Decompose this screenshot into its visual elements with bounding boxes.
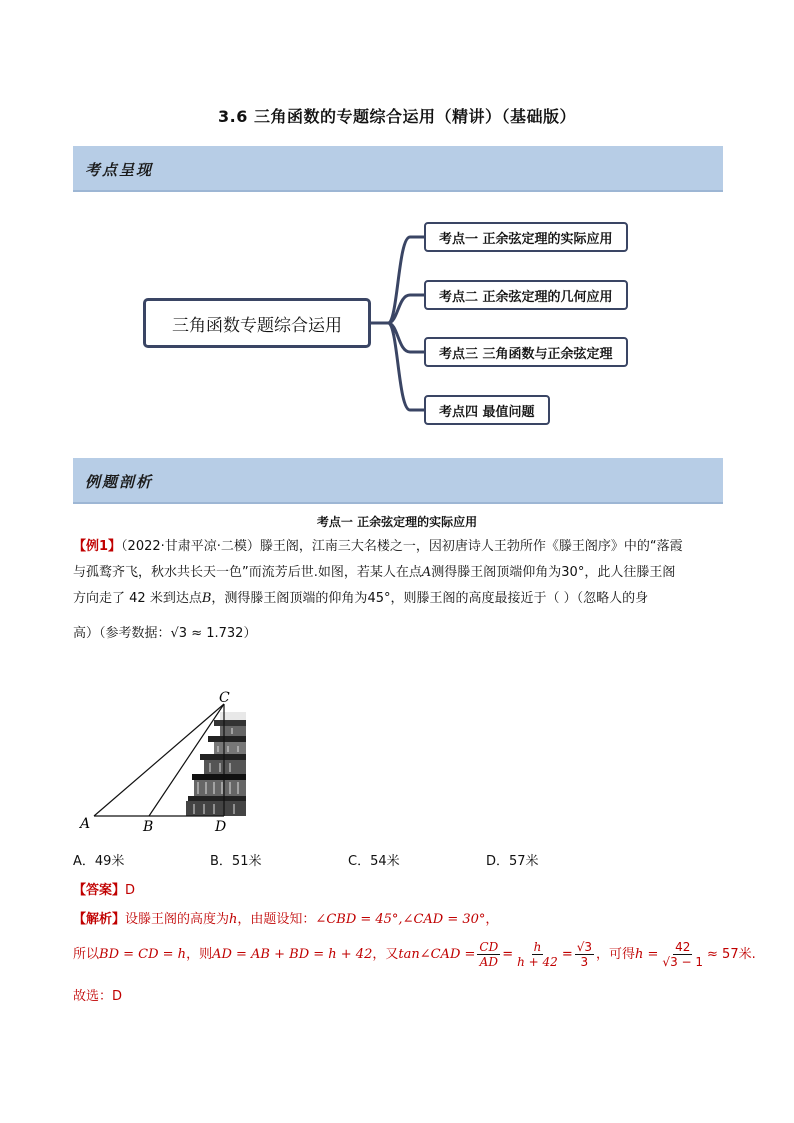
mindmap-connectors bbox=[0, 0, 794, 450]
section-title: 考点呈现 bbox=[85, 161, 154, 179]
mindmap-node-4: 考点四 最值问题 bbox=[424, 395, 550, 425]
mindmap-node-2: 考点二 正余弦定理的几何应用 bbox=[424, 280, 628, 310]
example-text bbox=[73, 536, 725, 644]
label-D: D bbox=[215, 819, 227, 835]
example-line-1: 【例1】（2022·甘肃平凉·二模）滕王阁，江南三大名楼之一，因初唐诗人王勃所作《滕王阁序》中的“落霞 bbox=[73, 539, 683, 554]
example-line-2: 与孤鹜齐飞，秋水共长天一色”而流芳后世.如图，若某人在点A测得滕王阁顶端仰角为30°，此人往滕王阁 bbox=[73, 565, 676, 580]
tower-image bbox=[186, 712, 246, 816]
fraction-h-h42: $\frac{h}{h + 42}$ bbox=[517, 940, 558, 969]
section-banner-lijie bbox=[73, 458, 723, 504]
fraction-42-sqrt3m1: $\frac{42}{√3 - 1}$ bbox=[662, 940, 704, 969]
option-b: B．51米 bbox=[210, 854, 262, 869]
option-a: A．49米 bbox=[73, 854, 125, 869]
analysis-line-1: 【解析】设滕王阁的高度为h，由题设知：∠CBD = 45°,∠CAD = 30°， bbox=[73, 912, 499, 927]
subsection-title: 考点一 正余弦定理的实际应用 bbox=[316, 515, 478, 529]
option-d: D．57米 bbox=[486, 854, 539, 869]
label-A: A bbox=[80, 816, 91, 832]
label-B: B bbox=[143, 819, 154, 835]
example-line-3: 方向走了 42 米到达点B，测得滕王阁顶端的仰角为45°，则滕王阁的高度最接近于（ ）（忽略人的身 bbox=[73, 591, 649, 606]
mindmap-root: 三角函数专题综合运用 bbox=[143, 298, 371, 348]
mindmap-node-1: 考点一 正余弦定理的实际应用 bbox=[424, 222, 628, 252]
label-C: C bbox=[219, 690, 230, 706]
tower-figure bbox=[74, 690, 254, 835]
option-c: C．54米 bbox=[348, 854, 400, 869]
fraction-cd-ad: $\frac{CD}{AD}$ bbox=[479, 940, 499, 969]
answer-line: 【答案】D bbox=[73, 883, 136, 898]
example-line-4: 高）（参考数据：√3 ≈ 1.732） bbox=[73, 626, 257, 641]
final-answer-line: 故选：D bbox=[73, 989, 123, 1004]
section-title: 例题剖析 bbox=[85, 473, 154, 491]
page-title: 3.6 三角函数的专题综合运用（精讲）（基础版） bbox=[218, 107, 576, 126]
analysis-line-2: 所以 BD = CD = h ，则 AD = AB + BD = h + 42 ，又 tan∠CAD = $\frac{CD}{AD}$ = $\frac{h}{h + 42}$ = $\frac{√3}{3}$ ，可得 h = $\frac{42}{√3 - 1}$ ≈ 57米. bbox=[73, 940, 756, 969]
mindmap-node-3: 考点三 三角函数与正余弦定理 bbox=[424, 337, 628, 367]
fraction-sqrt3-3: $\frac{√3}{3}$ bbox=[576, 940, 592, 969]
